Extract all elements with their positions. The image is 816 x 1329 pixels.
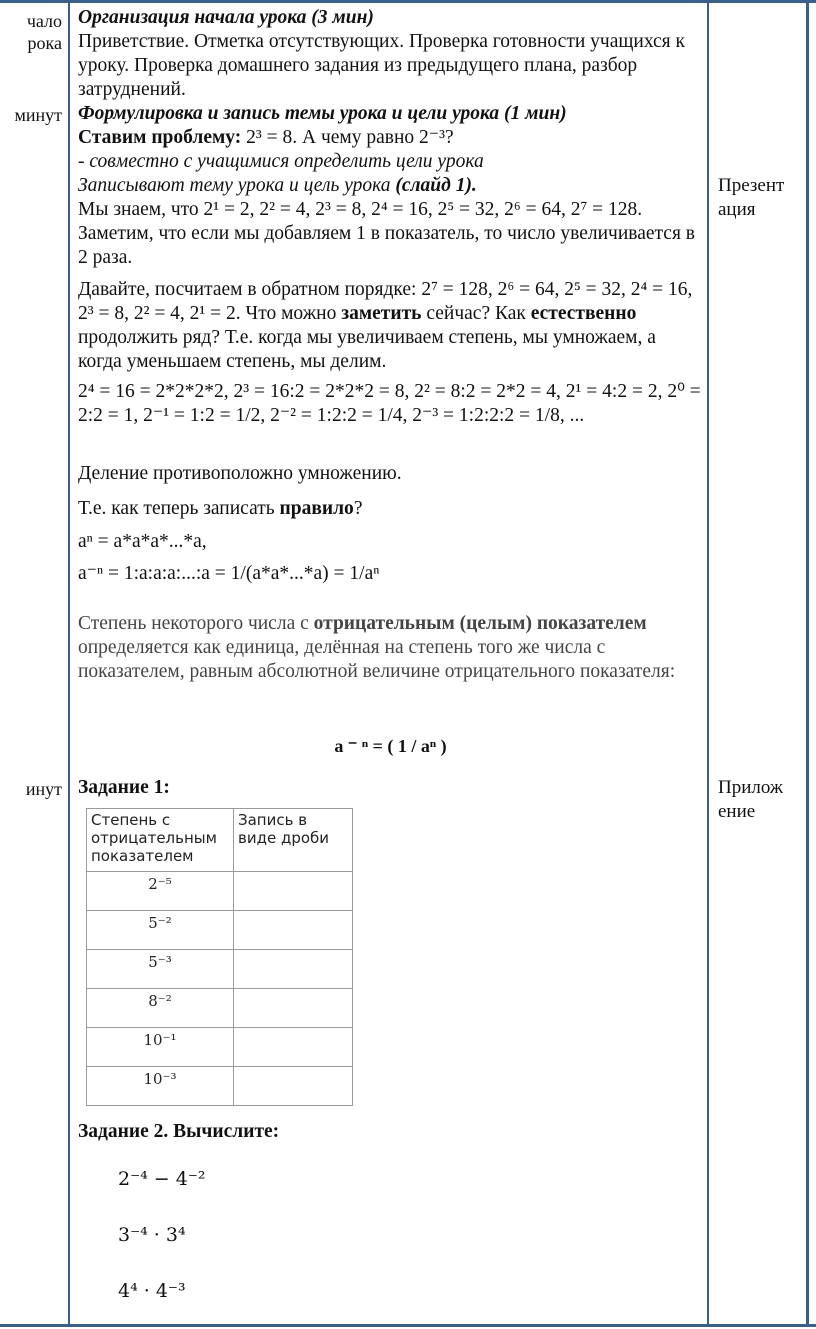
table-header-row — [87, 809, 353, 872]
task2-expression-2: 3⁻⁴ · 3⁴ — [118, 1224, 186, 1246]
table-row — [87, 950, 353, 989]
answer-cell[interactable] — [234, 950, 353, 989]
answer-cell[interactable] — [234, 872, 353, 911]
rule-question-a: Т.е. как теперь записать — [78, 498, 275, 519]
reverse-order-paragraph — [78, 278, 703, 374]
answer-cell[interactable] — [234, 989, 353, 1028]
header-power: Степень с отрицательным показателем — [87, 809, 234, 872]
task2-expression-1: 2⁻⁴ − 4⁻² — [118, 1168, 206, 1190]
answer-cell[interactable] — [234, 1067, 353, 1106]
column-divider-left — [68, 0, 70, 1327]
table-row — [87, 989, 353, 1028]
header-fraction: Запись в виде дроби — [234, 809, 353, 872]
power-cell: 10⁻³ — [87, 1067, 234, 1106]
power-cell: 10⁻¹ — [87, 1028, 234, 1067]
table-row — [87, 1028, 353, 1067]
resource-presentation: Презент ация — [718, 175, 785, 220]
rule-negative: a⁻ⁿ = 1:a:a:a:...:a = 1/(a*a*...*a) = 1/aⁿ — [78, 563, 380, 584]
task1-table — [86, 808, 353, 1106]
table-top-border — [0, 0, 816, 3]
definition — [78, 612, 703, 684]
slide-reference: (слайд 1). — [395, 175, 477, 196]
time-cell-3: минут — [14, 105, 62, 125]
time-cell-1: чало — [26, 11, 62, 31]
definition-b: отрицательным (целым) показателем — [313, 613, 647, 634]
column-divider-right — [707, 0, 709, 1327]
org-heading: Организация начала урока (3 мин) — [78, 7, 374, 28]
inverse-line: Деление противоположно умножению. — [78, 463, 402, 484]
time-cell-2: рока — [27, 33, 62, 53]
problem-line — [78, 126, 703, 150]
task1-heading: Задание 1: — [78, 777, 170, 798]
rule-positive: aⁿ = a*a*a*...*a, — [78, 531, 207, 552]
answer-cell[interactable] — [234, 1028, 353, 1067]
table-bottom-border — [0, 1324, 816, 1327]
org-text: Приветствие. Отметка отсутствующих. Проверка готовности учащихся к уроку. Проверка домашнего задания из предыдущего плана, разбор затруднений. — [78, 31, 685, 100]
rule-question-b: правило — [279, 498, 354, 519]
definition-a: Степень некоторого числа с — [78, 613, 309, 634]
rule-question — [78, 497, 703, 521]
reverse-text-b: заметить — [341, 303, 422, 324]
division-chain: 2⁴ = 16 = 2*2*2*2, 2³ = 16:2 = 2*2*2 = 8, 2² = 8:2 = 2*2 = 4, 2¹ = 4:2 = 2, 2⁰ = 2:2 = 1, 2⁻¹ = 1:2 = 1/2, 2⁻² = 1:2:2 = 1/4, 2⁻³ = 1:2:2:2 = 1/8, ... — [78, 381, 701, 426]
table-row — [87, 1067, 353, 1106]
table-row — [87, 911, 353, 950]
record-line — [78, 174, 703, 198]
task2-expression-3: 4⁴ · 4⁻³ — [118, 1280, 186, 1302]
definition-formula: a ⁻ ⁿ = ( 1 / aⁿ ) — [334, 736, 447, 756]
goal-line: - совместно с учащимися определить цели урока — [78, 151, 484, 172]
record-line-italic: Записывают тему урока и цель урока — [78, 175, 391, 196]
known-powers: Мы знаем, что 2¹ = 2, 2² = 4, 2³ = 8, 2⁴ = 16, 2⁵ = 32, 2⁶ = 64, 2⁷ = 128. Заметим, что если мы добавляем 1 в показатель, то число увеличивается в 2 раза. — [78, 199, 695, 268]
reverse-text-d: естественно — [530, 303, 637, 324]
power-cell: 5⁻³ — [87, 950, 234, 989]
problem-text: 2³ = 8. А чему равно 2⁻³? — [246, 127, 454, 148]
resource-appendix: Прилож ение — [718, 777, 784, 822]
definition-c: определяется как единица, делённая на степень того же числа с показателем, равным абсолютной величине отрицательного показателя: — [78, 637, 676, 682]
reverse-text-e: продолжить ряд? Т.е. когда мы увеличиваем степень, мы умножаем, а когда уменьшаем степень, мы делим. — [78, 327, 656, 372]
power-cell: 2⁻⁵ — [87, 872, 234, 911]
answer-cell[interactable] — [234, 911, 353, 950]
reverse-text-c: сейчас? Как — [426, 303, 526, 324]
time-cell-4: инут — [25, 779, 62, 799]
problem-label: Ставим проблему: — [78, 127, 242, 148]
reverse-text-a: Давайте, посчитаем в обратном порядке: 2⁷ = 128, 2⁶ = 64, 2⁵ = 32, 2⁴ = 16, 2³ = 8, 2² = 4, 2¹ = 2. Что можно — [78, 279, 693, 324]
task2-heading: Задание 2. Вычислите: — [78, 1121, 280, 1142]
table-row — [87, 872, 353, 911]
power-cell: 5⁻² — [87, 911, 234, 950]
table-right-border — [806, 0, 809, 1327]
rule-question-c: ? — [353, 498, 363, 519]
power-cell: 8⁻² — [87, 989, 234, 1028]
topic-heading: Формулировка и запись темы урока и цели урока (1 мин) — [78, 103, 567, 124]
